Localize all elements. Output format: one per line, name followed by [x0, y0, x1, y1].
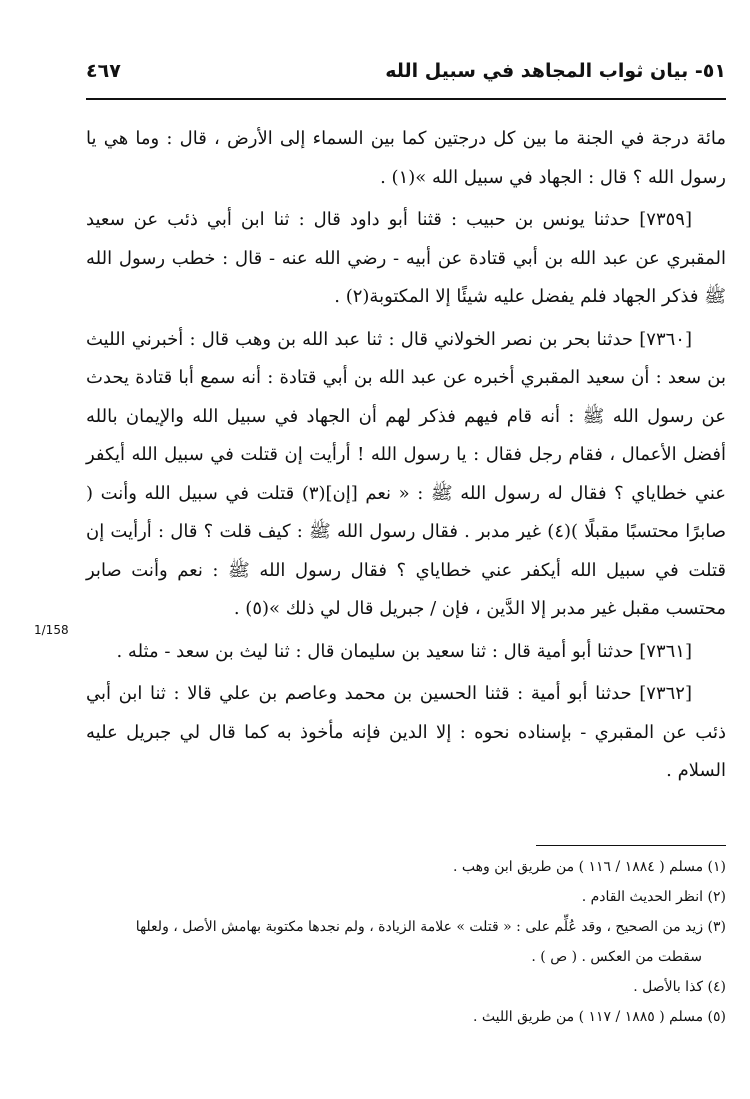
hadith-7359: [٧٣٥٩] حدثنا يونس بن حبيب : قثنا أبو داود قال : ثنا ابن أبي ذئب عن سعيد المقبري عن عبد الله بن أبي قتادة عن أبيه - رضي الله عنه - قال : خطب رسول الله ﷺ فذكر الجهاد فلم يفضل عليه شيئًا إلا المكتوبة(٢) . — [86, 209, 726, 307]
footnote-3: (٣) زيد من الصحيح ، وقد عُلِّم على : « قتلت » علامة الزيادة ، ولم نجدها مكتوبة بهامش الأصل ، ولعلها — [135, 919, 726, 935]
chapter-title: ٥١- بيان ثواب المجاهد في سبيل الله — [385, 60, 726, 82]
footnote-divider — [536, 845, 726, 846]
hadith-7360: [٧٣٦٠] حدثنا بحر بن نصر الخولاني قال : ثنا عبد الله بن وهب قال : أخبرني الليث بن سعد : أن سعيد المقبري أخبره عن عبد الله بن أبي قتادة : أنه سمع أبا قتادة يحدث عن رسول الله ﷺ : أنه قام فيهم فذكر لهم أن الجهاد في سبيل الله والإيمان بالله أفضل الأعمال ، فقام رجل فقال : يا رسول الله ! أرأيت إن قتلت في سبيل الله أيكفر عني خطاياي ؟ فقال له رسول الله ﷺ : « نعم [إن](٣) قتلت في سبيل الله وأنت ( صابرًا محتسبًا مقبلًا )(٤) غير مدبر . فقال رسول الله ﷺ : كيف قلت ؟ قال : أرأيت إن قتلت في سبيل الله أيكفر عني خطاياي ؟ فقال رسول الله ﷺ : نعم وأنت صابر محتسب مقبل غير مدبر إلا الدَّين ، فإن / جبريل قال لي ذلك »(٥) . — [86, 328, 726, 619]
running-header — [86, 52, 726, 100]
hadith-7362: [٧٣٦٢] حدثنا أبو أمية : قثنا الحسين بن محمد وعاصم بن علي قالا : ثنا ابن أبي ذئب عن المقبري - بإسناده نحوه : إلا الدين فإنه مأخوذ به كما قال لي جبريل عليه السلام . — [86, 683, 726, 781]
footnote-4: (٤) كذا بالأصل . — [633, 979, 726, 995]
footnote-2: (٢) انظر الحديث القادم . — [581, 889, 726, 905]
manuscript-folio-note: 1/158 — [34, 623, 69, 637]
footnote-3-continuation: سقطت من العكس . ( ص ) . — [531, 949, 702, 965]
hadith-7361: [٧٣٦١] حدثنا أبو أمية قال : ثنا سعيد بن سليمان قال : ثنا ليث بن سعد - مثله . — [116, 640, 692, 662]
paragraph-continuation: مائة درجة في الجنة ما بين كل درجتين كما بين السماء إلى الأرض ، قال : وما هي يا رسول الله ؟ قال : الجهاد في سبيل الله »(١) . — [86, 128, 726, 188]
main-text — [86, 120, 726, 791]
footnote-1: (١) مسلم ( ١٨٨٤ / ١١٦ ) من طريق ابن وهب . — [452, 859, 726, 875]
footnotes — [86, 852, 726, 1032]
footnote-5: (٥) مسلم ( ١٨٨٥ / ١١٧ ) من طريق الليث . — [472, 1009, 726, 1025]
page-number: ٤٦٧ — [86, 60, 121, 82]
